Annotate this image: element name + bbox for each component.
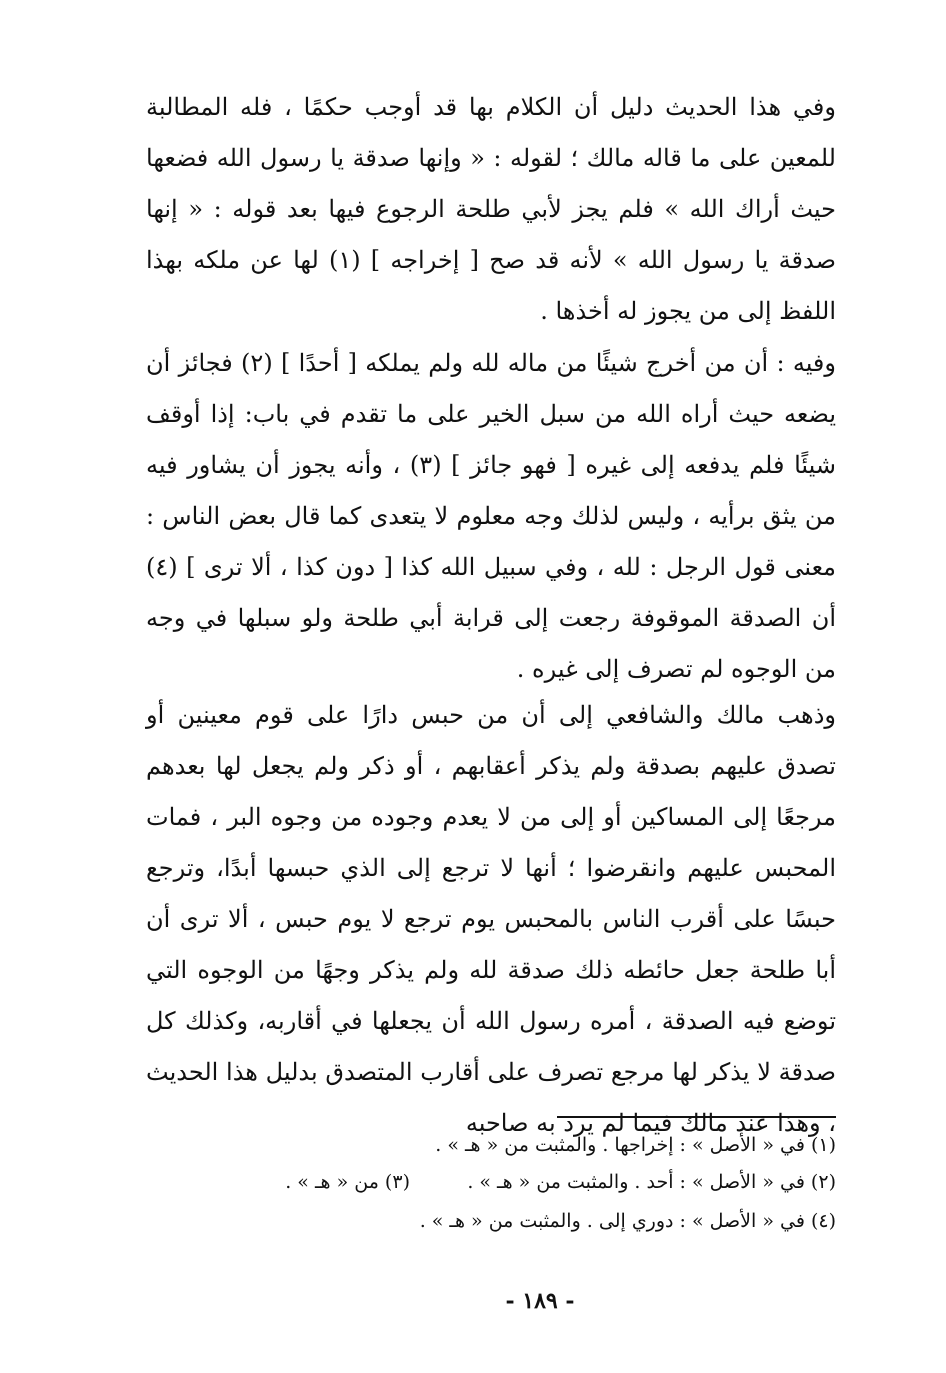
paragraph-3-text: وذهب مالك والشافعي إلى أن من حبس دارًا على قوم معينين أو تصدق عليهم بصدقة ولم يذكر أعقابهم ، أو ذكر ولم يجعل لها بعدهم مرجعًا إلى المساكين أو إلى من لا يعدم وجوده من وجوه البر ، فمات المحبس عليهم وانقرضوا ؛ أنها لا ترجع إلى الذي حبسها أبدًا، وترجع حبسًا على أقرب الناس بالمحبس يوم ترجع لا يوم حبس ، ألا ترى أن أبا طلحة جعل حائطه ذلك صدقة لله ولم يذكر وجهًا من الوجوه التي توضع فيه الصدقة ، أمره رسول الله أن يجعلها في أقاربه، وكذلك كل صدقة لا يذكر لها مرجع تصرف على أقارب المتصدق بدليل هذا الحديث ، وهذا عند مالك فيما لم يرد به صاحبه — [146, 701, 836, 1137]
paragraph-2-text: وفيه : أن من أخرج شيئًا من ماله لله ولم يملكه [ أحدًا ] (٢) فجائز أن يضعه حيث أراه الله من سبل الخير على ما تقدم في باب: إذا أوقف شيئًا فلم يدفعه إلى غيره [ فهو جائز ] (٣) ، وأنه يجوز أن يشاور فيه من يثق برأيه ، وليس لذلك وجه معلوم لا يتعدى كما قال بعض الناس : معنى قول الرجل : لله ، وفي سبيل الله كذا [ دون كذا ، ألا ترى ] (٤) أن الصدقة الموقوفة رجعت إلى قرابة أبي طلحة ولو سبلها في وجه من الوجوه لم تصرف إلى غيره . — [146, 349, 836, 683]
footnote-3: (٣) من « هـ » . — [285, 1171, 410, 1193]
footnote-separator — [557, 1116, 836, 1118]
paragraph-2 — [146, 338, 836, 695]
footnote-2: (٢) في « الأصل » : أحد . والمثبت من « هـ » . — [467, 1171, 836, 1193]
paragraph-3 — [146, 690, 836, 1149]
footnote-1: (١) في « الأصل » : إخراجها . والمثبت من « هـ » . — [435, 1134, 836, 1156]
paragraph-1 — [146, 82, 836, 337]
page-number: - ١٨٩ - — [505, 1288, 575, 1314]
paragraph-1-text: وفي هذا الحديث دليل أن الكلام بها قد أوجب حكمًا ، فله المطالبة للمعين على ما قاله مالك ؛ لقوله : « وإنها صدقة يا رسول الله فضعها حيث أراك الله » فلم يجز لأبي طلحة الرجوع فيها بعد قوله : « إنها صدقة يا رسول الله » لأنه قد صح [ إخراجه ] (١) لها عن ملكه بهذا اللفظ إلى من يجوز له أخذها . — [146, 93, 836, 325]
footnote-4: (٤) في « الأصل » : دوري إلى . والمثبت من « هـ » . — [419, 1210, 836, 1232]
